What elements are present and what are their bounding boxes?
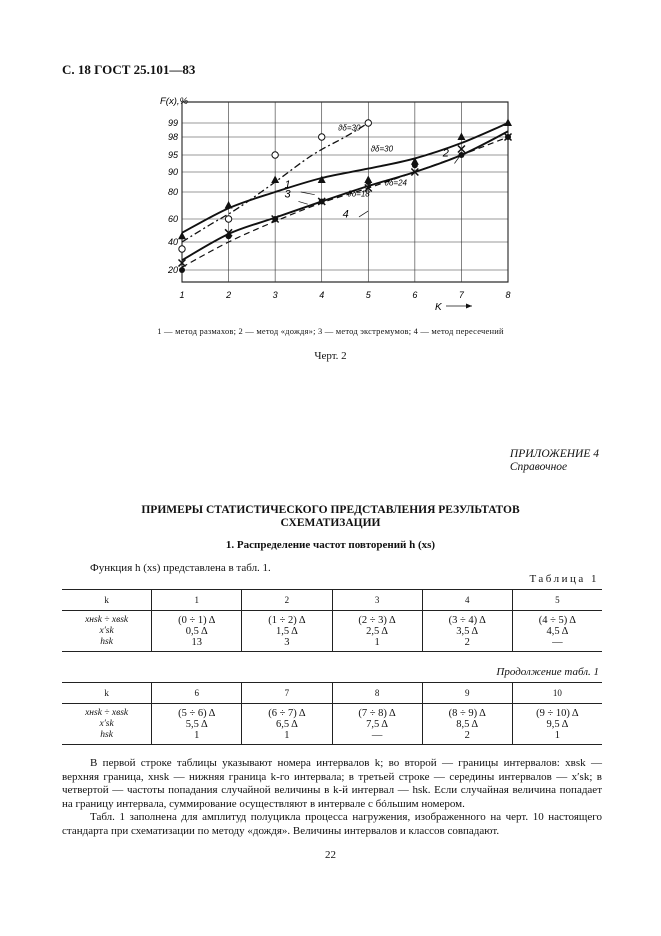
body-text <box>62 757 602 838</box>
x-tick-label: 3 <box>272 290 278 300</box>
frequency-table-2 <box>62 682 602 745</box>
table-header-cell: 2 <box>242 590 332 611</box>
table-value-cell <box>332 611 422 652</box>
appendix-subtitle: Справочное <box>509 461 568 473</box>
paragraph-1: В первой строке таблицы указывают номера интервалов k; во второй — границы интервалов: xвsk — верхняя граница, xнsk — нижняя граница k-го интервала; в третьей строке — середины интервалов — x′sk; в четвертой — частоты попадания случайной величины в k-й интервал — hsk. Если случайная величина попадает на границу интервала, суммирование осуществляют в интервале с бóльшим номером. <box>62 757 602 810</box>
table-value-cell <box>332 704 422 745</box>
y-tick-label: 80 <box>167 187 178 197</box>
x-tick-label: 5 <box>365 290 371 300</box>
page-number: 22 <box>325 849 336 861</box>
table-value: — <box>552 637 563 648</box>
table-continuation-label: Продолжение табл. 1 <box>496 666 599 678</box>
curve-label-leader <box>359 211 368 217</box>
x-tick-label: 2 <box>226 290 232 300</box>
appendix-label <box>510 448 599 474</box>
y-tick-labels <box>167 118 179 275</box>
table-value-cell <box>242 611 332 652</box>
appendix-title: ПРИЛОЖЕНИЕ 4 <box>509 448 599 460</box>
table-value: (6 ÷ 7) Δ <box>268 708 306 719</box>
table-header-cell: 9 <box>422 683 512 704</box>
x-axis-title <box>435 302 472 313</box>
point-triangle <box>504 119 512 127</box>
x-axis-label: K <box>435 302 442 313</box>
table-value: (9 ÷ 10) Δ <box>536 708 579 719</box>
point-triangle <box>178 232 186 240</box>
table-header-cell: 10 <box>512 683 602 704</box>
table-value: 4,5 Δ <box>546 626 569 637</box>
y-tick-label: 99 <box>167 118 178 128</box>
curve-label-leader <box>301 192 315 195</box>
section-title-line-1: ПРИМЕРЫ СТАТИСТИЧЕСКОГО ПРЕДСТАВЛЕНИЯ РЕЗУЛЬТАТОВ <box>141 504 520 516</box>
point-filled-circle <box>365 179 371 185</box>
row-label: x′sk <box>99 719 114 729</box>
table-value: 5,5 Δ <box>185 719 208 730</box>
x-tick-label: 6 <box>412 290 418 300</box>
curve-annotation: ϑδ=30 <box>338 123 361 133</box>
curve-label-leader <box>298 201 307 204</box>
y-tick-label: 20 <box>167 265 178 275</box>
x-tick-label: 7 <box>458 290 464 300</box>
table-value: 1 <box>194 730 200 741</box>
table-value: 2,5 Δ <box>366 626 389 637</box>
table-value: (3 ÷ 4) Δ <box>448 615 486 626</box>
curve-label-2: 2 <box>442 147 449 160</box>
row-labels-cell <box>62 611 152 652</box>
table-value: 8,5 Δ <box>456 719 479 730</box>
table-value: (8 ÷ 9) Δ <box>448 708 486 719</box>
x-axis-arrow-head <box>466 304 472 309</box>
table-value-cell <box>422 611 512 652</box>
point-triangle <box>457 133 465 141</box>
table-header-cell: 5 <box>512 590 602 611</box>
point-open-circle <box>365 120 371 126</box>
point-filled-circle <box>412 162 418 168</box>
table-value: 9,5 Δ <box>546 719 569 730</box>
table-value: 3,5 Δ <box>456 626 479 637</box>
table-value: 3 <box>284 637 290 648</box>
x-tick-label: 8 <box>505 290 511 300</box>
table-value: 6,5 Δ <box>275 719 298 730</box>
curve-label-4: 4 <box>342 208 349 221</box>
curve-label-3: 3 <box>284 188 291 201</box>
frequency-table-1 <box>62 589 602 652</box>
page-header: С. 18 ГОСТ 25.101—83 <box>62 62 196 77</box>
table-label: Таблица 1 <box>529 573 599 585</box>
table-value: 13 <box>191 637 203 648</box>
row-label: hsk <box>100 637 113 647</box>
table-header-cell: k <box>62 590 152 611</box>
y-tick-label: 95 <box>167 150 178 160</box>
y-tick-label: 90 <box>167 167 178 177</box>
table-header-cell: 6 <box>152 683 242 704</box>
table-value-cell <box>512 704 602 745</box>
section-title-line-2: СХЕМАТИЗАЦИИ <box>280 517 381 529</box>
table-header-cell: 8 <box>332 683 422 704</box>
table-value: (5 ÷ 6) Δ <box>178 708 216 719</box>
table-value: (0 ÷ 1) Δ <box>178 615 216 626</box>
curve-annotation: ϑδ=30 <box>370 144 394 154</box>
table-value-cell <box>152 704 242 745</box>
curve-annotation: ϑδ=18 <box>347 189 370 199</box>
y-tick-label: 60 <box>167 214 178 224</box>
figure-caption: Черт. 2 <box>314 350 347 362</box>
table-value-cell <box>242 704 332 745</box>
table-header-cell: 4 <box>422 590 512 611</box>
x-tick-label: 1 <box>179 290 185 300</box>
table-value: (4 ÷ 5) Δ <box>538 615 577 626</box>
row-label: xнsk ÷ xвsk <box>85 615 129 625</box>
curve-label-1: 1 <box>284 179 291 191</box>
table-value: — <box>371 730 383 741</box>
chart-markers <box>178 119 512 274</box>
table-header-cell: k <box>62 683 152 704</box>
point-filled-circle <box>179 267 185 273</box>
section-title <box>0 504 661 530</box>
row-label: hsk <box>100 730 113 740</box>
table-value: 1 <box>374 637 380 648</box>
table-value: 7,5 Δ <box>366 719 389 730</box>
table-value-cell <box>512 611 602 652</box>
table-value: 1 <box>554 730 561 741</box>
table-value: 2 <box>464 730 470 741</box>
paragraph-2: Табл. 1 заполнена для амплитуд полуцикла процесса нагружения, изображенного на черт. 10 настоящего стандарта при схематизации по методу «дождя». Величины интервалов и классов совпадают. <box>62 811 602 837</box>
row-labels-cell <box>62 704 152 745</box>
y-tick-label: 98 <box>167 132 178 142</box>
row-label: xнsk ÷ xвsk <box>85 708 129 718</box>
curve-annotation: ϑδ=24 <box>384 178 408 188</box>
table-value: (7 ÷ 8) Δ <box>358 708 396 719</box>
table-header-cell: 1 <box>152 590 242 611</box>
point-open-circle <box>179 246 185 252</box>
point-open-circle <box>225 216 231 222</box>
table-header-cell: 7 <box>242 683 332 704</box>
y-axis-label: F(x),% <box>160 96 188 107</box>
intro-text: Функция h (xs) представлена в табл. 1. <box>90 562 271 574</box>
point-open-circle <box>319 134 325 140</box>
point-triangle <box>271 176 279 184</box>
table-value: (1 ÷ 2) Δ <box>268 615 306 626</box>
table-value: (2 ÷ 3) Δ <box>358 615 396 626</box>
table-value: 1 <box>284 730 290 741</box>
row-label: x′sk <box>99 626 114 636</box>
table-value: 0,5 Δ <box>185 626 208 637</box>
x-tick-label: 4 <box>319 290 325 300</box>
table-value: 2 <box>464 637 470 648</box>
subsection-title: 1. Распределение частот повторений h (xs) <box>225 539 436 551</box>
chart-legend: 1 — метод размахов; 2 — метод «дождя»; 3 — метод экстремумов; 4 — метод пересечений <box>157 326 504 336</box>
table-value: 1,5 Δ <box>275 626 298 637</box>
table-header-cell: 3 <box>332 590 422 611</box>
point-triangle <box>225 201 233 209</box>
chart-curves <box>182 123 508 267</box>
y-tick-label: 40 <box>167 237 178 247</box>
table-value-cell <box>152 611 242 652</box>
probability-chart <box>150 92 525 313</box>
x-tick-labels <box>179 290 510 300</box>
point-open-circle <box>272 152 278 158</box>
table-value-cell <box>422 704 512 745</box>
